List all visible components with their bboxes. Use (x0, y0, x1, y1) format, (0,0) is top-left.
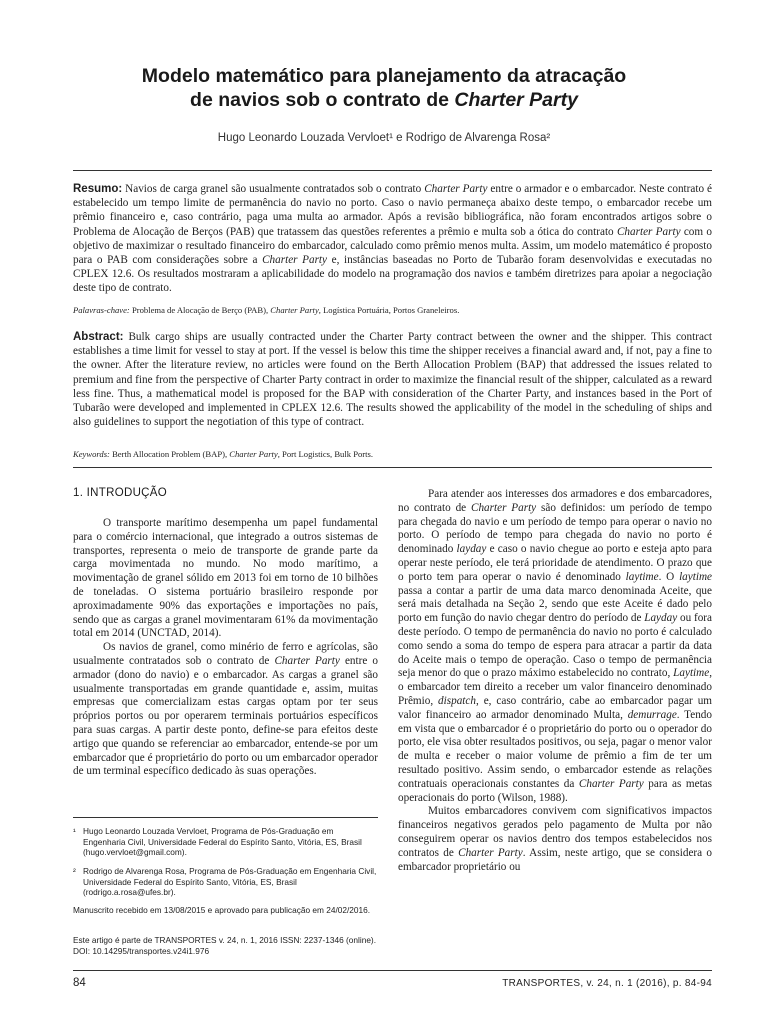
section-heading: 1. INTRODUÇÃO (73, 487, 167, 499)
title-line-2-text: de navios sob o contrato de (190, 89, 455, 111)
rp1-italic-3: laytime (625, 570, 659, 583)
journal-reference: TRANSPORTES, v. 24, n. 1 (2016), p. 84-94 (502, 978, 712, 989)
palavras-chave (73, 305, 712, 316)
keywords-label: Keywords: (73, 449, 110, 459)
rp1-text-7: , o embarcador tem direito a receber um valor financeiro denominado Prêmio, (398, 667, 712, 707)
keywords (73, 449, 712, 460)
right-paragraph-2 (398, 805, 712, 874)
footnote-1-text: Hugo Leonardo Louzada Vervloet, Programa de Pós-Graduação em Engenharia Civil, Universidade Federal do Espírito Santo, Vitória, ES, Brasil (hugo.vervloet@gmail.com). (83, 826, 362, 858)
authors: Hugo Leonardo Louzada Vervloet¹ e Rodrigo de Alvarenga Rosa² (217, 132, 551, 144)
footnote-2-marker: ² (73, 866, 76, 876)
resumo-label: Resumo: (73, 183, 123, 195)
rp1-text-6: ou fora deste período. O tempo de permanência do navio no porto é calculado como sendo a soma do tempo de espera para atracar a partir da data do Aceite mais o tempo de operação. Caso o tempo de permanência seja menor do que o prazo máximo estabelecido no contrato, (398, 612, 713, 680)
footnote-2 (73, 866, 378, 898)
title-line-1: Modelo matemático para planejamento da atracação (141, 65, 627, 87)
footnote-1-marker: ¹ (73, 826, 76, 836)
palavras-chave-text-1: Problema de Alocação de Berço (PAB), (129, 305, 271, 315)
intro-p2-text-1: Os navios de granel, como minério de ferro e agrícolas, são usualmente contratados sob o contrato de (73, 641, 378, 667)
rp1-italic-2: layday (456, 543, 487, 556)
intro-paragraph-2 (73, 641, 378, 779)
rp1-italic-6: Laytime (673, 667, 710, 680)
keywords-text-1: Berth Allocation Problem (BAP), (109, 449, 230, 459)
resumo-paragraph (73, 182, 712, 296)
footnote-2-text: Rodrigo de Alvarenga Rosa, Programa de Pós-Graduação em Engenharia Civil, Universidade Federal do Espírito Santo, Vitória, ES, Brasil (rodrigo.a.rosa@ufes.br). (83, 866, 377, 898)
divider-bottom (73, 467, 712, 468)
rp1-italic-8: demurrage (627, 708, 677, 721)
left-column (73, 517, 378, 779)
rp1-text-2: são definidos: um período de tempo para chegada do navio e um período de tempo para operar o navio no porto. O período de tempo para chegada do navio no porto é denominado (398, 501, 712, 556)
keywords-italic: Charter Party (229, 449, 278, 459)
intro-p2-text-2: entre o armador (dono do navio) e o embarcador. As cargas a granel são usualmente transportadas em grande quantidade e, assim, muitas empresas que comercializam estas cargas optam por ter seus próprios portos ou por operarem terminais portuários específicos para suas cargas. A partir deste ponto, define-se para efeitos deste artigo que quando se referenciar ao embarcador, entende-se por um embarcador que é proprietário do porto ou um embarcador operador de um terminal específico dedicado às suas operações. (73, 654, 378, 778)
rp2-text-1: Muitos embarcadores convivem com significativos impactos financeiros negativos gerados pelo pagamento de Multa por não conseguirem operar os navios dentro dos tempos estabelecidos nos contratos de (398, 805, 712, 859)
resumo-text-3: com o objetivo de maximizar o resultado financeiro do embarcador, calculado como prêmio menos multa. Assim, um modelo matemático é proposto para o PAB com considerações sobre a (73, 225, 712, 267)
title-line-2-italic: Charter Party (454, 89, 578, 111)
intro-paragraph-1: O transporte marítimo desempenha um papel fundamental para o comércio internacional, que integrado a outros sistemas de transportes, representa o meio de transporte de grande parte da carga movimentada no mundo. No modo marítimo, a movimentação de granel sólido em 2013 foi em torno de 10 bilhões de toneladas. O sistema portuário brasileiro responde por aproximadamente 90% das exportações e importações no país, sendo que as cargas a granel movimentaram 61% da movimentação total em 2014 (UNCTAD, 2014). (73, 517, 378, 640)
rp1-italic-5: Layday (644, 612, 678, 625)
rp1-italic-7: dispatch (438, 694, 476, 707)
rp1-text-1: Para atender aos interesses dos armadores e dos embarcadores, no contrato de (398, 488, 712, 514)
keywords-text-2: , Port Logistics, Bulk Ports. (277, 449, 374, 459)
rp1-italic-4: laytime (679, 570, 712, 583)
article-title (60, 64, 708, 112)
rp1-italic-1: Charter Party (471, 501, 537, 514)
page-number: 84 (73, 977, 86, 989)
manuscript-received: Manuscrito recebido em 13/08/2015 e aprovado para publicação em 24/02/2016. (73, 905, 371, 915)
right-column (398, 488, 712, 874)
rp1-text-10: para as metas operacionais do porto (Wilson, 1988). (398, 777, 712, 804)
palavras-chave-text-2: , Logística Portuária, Portos Graneleiros. (318, 305, 460, 315)
title-line-2 (60, 88, 708, 112)
rp1-text-5: passa a contar a partir de uma data marco denominada Aceite, que será mais detalhada na Seção 2, sendo que este Aceite é dado pelo porto em função do navio chegar dentro do período de (398, 584, 712, 625)
resumo-italic-2: Charter Party (616, 225, 681, 238)
article-citation: Este artigo é parte de TRANSPORTES v. 24, n. 1, 2016 ISSN: 2237-1346 (online). DOI: 10.14295/transportes.v24i1.976 (73, 935, 377, 956)
rp1-text-8: , e, caso contrário, cabe ao embarcador pagar um valor financeiro ao armador denominado Multa, (398, 694, 712, 721)
footer-divider (73, 970, 712, 971)
right-paragraph-1 (398, 488, 712, 805)
palavras-chave-label: Palavras-chave: (73, 305, 130, 315)
resumo-text-2: entre o armador e o embarcador. Neste contrato é estabelecido um tempo limite de permanência do navio no porto. Caso o navio permaneça abaixo deste tempo, o embarcador recebe um prêmio financeiro e, caso contrário, paga uma multa ao armador. Após a revisão bibliográfica, não foram encontrados artigos sobre o Problema de Alocação de Berços (PAB) que tratassem das questões referentes a prêmio e multa sob a ótica do contrato (73, 183, 712, 238)
divider-top (73, 170, 712, 171)
rp1-text-9: . Tendo em vista que o embarcador é o proprietário do porto ou o operador do porto, ele visa obter resultados positivos, ou seja, pagar o menor valor de multa e receber o maior volume de prêmio a fim de ter um resultado positivo. Assim sendo, o embarcador estende as relações contratuais operacionais constantes da (398, 708, 712, 790)
abstract-text: Bulk cargo ships are usually contracted under the Charter Party contract between the owner and the shipper. This contract establishes a time limit for vessel to stay at port. If the vessel is below this time the shipper receives a financial award and, if not, pay a fine to the owner. After the literature review, no articles were found on the Berth Allocation Problem (BAP) that addressed the issues related to premium and fine from the perspective of Charter Party contract in order to maximize the financial result of the shipper, calculated as a reward less fine. Thus, a mathematical model is proposed for the BAP with consideration of the Charter Party, and instances based in the Port of Tubarão were developed and implemented in CPLEX 12.6. The results showed the applicability of the model in the scheduling of ships and also guidelines to support the negotiation of this type of contract. (73, 331, 712, 429)
resumo-italic-3: Charter Party (262, 254, 327, 267)
footnote-divider (73, 817, 378, 818)
footnote-1 (73, 826, 378, 858)
rp1-italic-9: Charter Party (578, 777, 644, 790)
abstract-label: Abstract: (73, 331, 124, 343)
rp2-text-2: . Assim, neste artigo, que se considera o embarcador proprietário ou (398, 846, 712, 873)
intro-p2-italic: Charter Party (274, 654, 340, 667)
rp2-italic-1: Charter Party (458, 846, 523, 859)
abstract-paragraph (73, 330, 712, 429)
resumo-italic-1: Charter Party (424, 183, 488, 195)
rp1-text-4: . O (658, 570, 680, 583)
resumo-text-4: e, instâncias baseadas no Porto de Tubarão foram desenvolvidas e executadas no CPLEX 12.6. Os resultados mostraram a aplicabilidade do modelo na programação dos navios e também diretrizes para apoiar a negociação deste tipo de contrato. (73, 254, 712, 295)
rp1-text-3: e caso o navio chegue ao porto e esteja apto para operar neste período, ele terá prioridade de atendimento. O prazo que o porto tem para operar o navio é denominado (398, 543, 712, 583)
resumo-text-1: Navios de carga granel são usualmente contratados sob o contrato (122, 183, 425, 195)
palavras-chave-italic: Charter Party (270, 305, 319, 315)
